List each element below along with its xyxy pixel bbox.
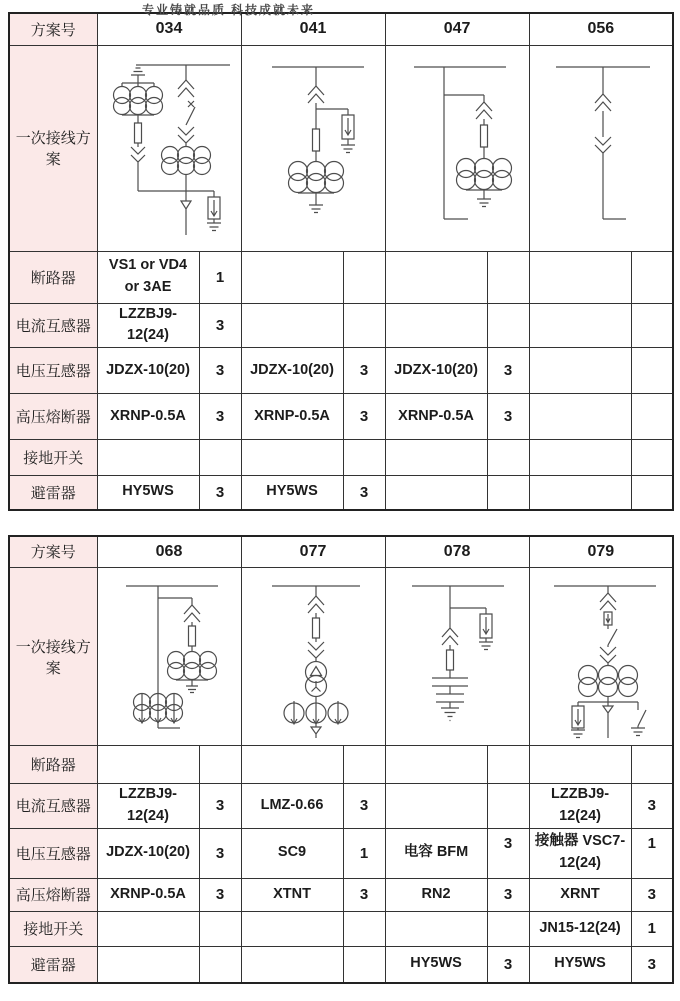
spec-row	[9, 251, 673, 303]
spec-qty-cell	[199, 911, 241, 946]
spec-qty-cell	[343, 303, 385, 348]
spec-qty-cell: 3	[343, 348, 385, 394]
spec-qty-cell	[199, 946, 241, 983]
spec-row	[9, 440, 673, 476]
spec-name-cell: LZZBJ9-12(24)	[529, 784, 631, 829]
spec-qty-cell: 3	[199, 878, 241, 911]
row-label: 断路器	[9, 251, 97, 303]
spec-row	[9, 878, 673, 911]
spec-row	[9, 911, 673, 946]
spec-qty-cell: 3	[199, 784, 241, 829]
spec-qty-cell: 3	[631, 878, 673, 911]
spec-name-cell	[241, 440, 343, 476]
spec-qty-cell: 3	[343, 878, 385, 911]
spec-name-cell	[529, 440, 631, 476]
diagram-079	[530, 574, 674, 740]
spec-qty-cell: 3	[631, 946, 673, 983]
spec-row	[9, 828, 673, 878]
spec-qty-cell	[487, 746, 529, 784]
diagram-cell	[529, 568, 673, 746]
spec-name-cell: XRNT	[529, 878, 631, 911]
diagram-cell	[385, 45, 529, 251]
spec-qty-cell: 3	[199, 303, 241, 348]
spec-qty-cell	[631, 394, 673, 440]
spec-qty-cell	[487, 911, 529, 946]
spec-name-cell	[97, 911, 199, 946]
spec-name-cell: XRNP-0.5A	[97, 878, 199, 911]
row-label: 电压互感器	[9, 348, 97, 394]
spec-qty-cell	[631, 476, 673, 510]
spec-row	[9, 946, 673, 983]
spec-name-cell	[385, 911, 487, 946]
spec-qty-cell	[199, 746, 241, 784]
scheme-number: 077	[241, 536, 385, 568]
spec-qty-cell: 1	[631, 828, 673, 878]
scheme-number: 068	[97, 536, 241, 568]
spec-qty-cell: 3	[343, 394, 385, 440]
diagram-cell	[241, 568, 385, 746]
spec-name-cell	[241, 911, 343, 946]
diagram-068	[98, 574, 242, 740]
spec-qty-cell: 3	[199, 476, 241, 510]
spec-qty-cell	[631, 251, 673, 303]
spec-name-cell	[529, 394, 631, 440]
diagram-041	[242, 49, 386, 247]
spec-name-cell: RN2	[385, 878, 487, 911]
row-label: 避雷器	[9, 946, 97, 983]
scheme-number: 041	[241, 13, 385, 45]
spec-name-cell	[385, 303, 487, 348]
spec-name-cell: LMZ-0.66	[241, 784, 343, 829]
scheme-number: 047	[385, 13, 529, 45]
spec-name-cell	[241, 251, 343, 303]
row-label: 高压熔断器	[9, 878, 97, 911]
spec-name-cell: XTNT	[241, 878, 343, 911]
spec-qty-cell	[343, 746, 385, 784]
spec-name-cell	[385, 476, 487, 510]
spec-name-cell	[385, 784, 487, 829]
spec-name-cell: HY5WS	[241, 476, 343, 510]
diagram-056	[530, 49, 674, 247]
spec-name-cell	[529, 746, 631, 784]
diagram-077	[242, 574, 386, 740]
spec-name-cell	[385, 251, 487, 303]
spec-name-cell: JDZX-10(20)	[241, 348, 343, 394]
diagram-078	[386, 574, 530, 740]
spec-qty-cell	[199, 440, 241, 476]
scheme-number: 079	[529, 536, 673, 568]
scheme-number: 078	[385, 536, 529, 568]
spec-row	[9, 476, 673, 510]
spec-qty-cell: 3	[343, 476, 385, 510]
spec-name-cell	[385, 746, 487, 784]
spec-qty-cell	[343, 946, 385, 983]
diagram-label: 一次接线方案	[9, 45, 97, 251]
spec-name-cell: HY5WS	[97, 476, 199, 510]
diagram-cell	[97, 568, 241, 746]
diagram-034	[98, 49, 242, 247]
spec-name-cell: JDZX-10(20)	[385, 348, 487, 394]
spec-qty-cell: 3	[199, 348, 241, 394]
row-label: 接地开关	[9, 440, 97, 476]
spec-name-cell: JDZX-10(20)	[97, 828, 199, 878]
row-label: 接地开关	[9, 911, 97, 946]
spec-name-cell	[97, 946, 199, 983]
spec-row	[9, 303, 673, 348]
spec-qty-cell	[487, 251, 529, 303]
spec-row	[9, 348, 673, 394]
spec-name-cell	[529, 348, 631, 394]
spec-name-cell: SC9	[241, 828, 343, 878]
spec-qty-cell: 3	[487, 348, 529, 394]
spec-qty-cell	[631, 303, 673, 348]
spec-qty-cell	[343, 251, 385, 303]
spec-qty-cell	[631, 348, 673, 394]
row-label: 高压熔断器	[9, 394, 97, 440]
spec-name-cell	[241, 303, 343, 348]
spec-qty-cell: 1	[199, 251, 241, 303]
spec-row	[9, 746, 673, 784]
scheme-number-row	[9, 536, 673, 568]
scheme-number: 034	[97, 13, 241, 45]
spec-name-cell: VS1 or VD4 or 3AE	[97, 251, 199, 303]
scheme-number: 056	[529, 13, 673, 45]
row-label: 避雷器	[9, 476, 97, 510]
spec-qty-cell: 3	[199, 828, 241, 878]
spec-name-cell: HY5WS	[385, 946, 487, 983]
scheme-no-label: 方案号	[9, 536, 97, 568]
spec-qty-cell: 3	[487, 394, 529, 440]
spec-qty-cell	[343, 911, 385, 946]
spec-qty-cell	[487, 784, 529, 829]
spec-qty-cell: 3	[199, 394, 241, 440]
spec-name-cell	[385, 440, 487, 476]
row-label: 电压互感器	[9, 828, 97, 878]
spec-name-cell	[97, 440, 199, 476]
spec-qty-cell: 3	[631, 784, 673, 829]
diagram-row	[9, 568, 673, 746]
diagram-cell	[529, 45, 673, 251]
spec-name-cell: JDZX-10(20)	[97, 348, 199, 394]
spec-name-cell: LZZBJ9-12(24)	[97, 784, 199, 829]
diagram-cell	[241, 45, 385, 251]
spec-qty-cell	[487, 440, 529, 476]
spec-name-cell: HY5WS	[529, 946, 631, 983]
catalog-page	[0, 3, 680, 1001]
scheme-table-2	[8, 535, 674, 985]
spec-name-cell: LZZBJ9-12(24)	[97, 303, 199, 348]
spec-name-cell	[529, 303, 631, 348]
scheme-number-row	[9, 13, 673, 45]
spec-qty-cell: 3	[487, 946, 529, 983]
row-label: 电流互感器	[9, 784, 97, 829]
spec-name-cell	[529, 476, 631, 510]
spec-qty-cell	[487, 303, 529, 348]
row-label: 断路器	[9, 746, 97, 784]
spec-qty-cell	[487, 476, 529, 510]
scheme-no-label: 方案号	[9, 13, 97, 45]
spec-name-cell: XRNP-0.5A	[241, 394, 343, 440]
spec-qty-cell: 3	[343, 784, 385, 829]
spec-row	[9, 784, 673, 829]
spec-name-cell: XRNP-0.5A	[385, 394, 487, 440]
diagram-047	[386, 49, 530, 247]
row-label: 电流互感器	[9, 303, 97, 348]
spec-name-cell	[241, 946, 343, 983]
spec-name-cell	[97, 746, 199, 784]
spec-name-cell: XRNP-0.5A	[97, 394, 199, 440]
spec-row	[9, 394, 673, 440]
spec-name-cell: 电容 BFM	[385, 828, 487, 878]
spec-qty-cell: 3	[487, 878, 529, 911]
spec-name-cell	[241, 746, 343, 784]
spec-qty-cell: 3	[487, 828, 529, 878]
spec-qty-cell: 1	[631, 911, 673, 946]
diagram-cell	[385, 568, 529, 746]
spec-qty-cell	[343, 440, 385, 476]
diagram-label: 一次接线方案	[9, 568, 97, 746]
spec-qty-cell	[631, 440, 673, 476]
spec-qty-cell: 1	[343, 828, 385, 878]
diagram-row	[9, 45, 673, 251]
page-top-slogan: 专业铸就品质 科技成就未来	[142, 3, 316, 17]
spec-name-cell	[529, 251, 631, 303]
spec-qty-cell	[631, 746, 673, 784]
spec-name-cell: 接触器 VSC7-12(24)	[529, 828, 631, 878]
spec-name-cell: JN15-12(24)	[529, 911, 631, 946]
diagram-cell	[97, 45, 241, 251]
